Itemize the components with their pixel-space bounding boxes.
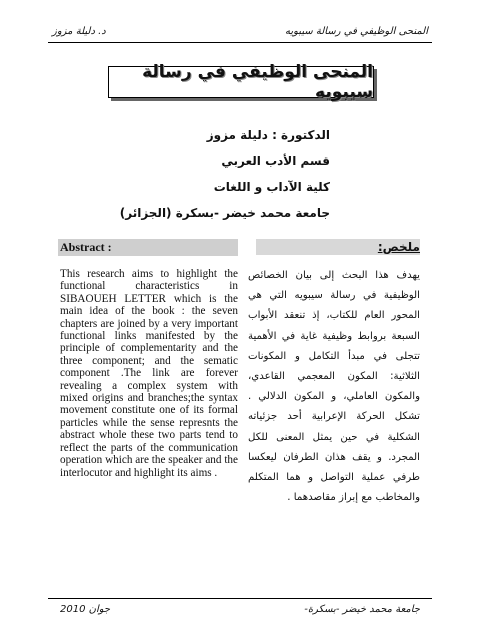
header-author: د. دليلة مزوز [52,26,106,37]
header-divider [48,42,432,43]
author-department: قسم الأدب العربي [221,154,330,168]
header-article-title: المنحى الوظيفي في رسالة سيبويه [285,26,428,37]
page-title: المنحى الوظيفي في رسالة سيبويه [142,62,373,102]
footer-divider [48,598,432,599]
abstract-text: This research aims to highlight the functional characteristics in SIBAOUEH LETTER which is the main idea of the book : the seven chapters are joined by a very important functional links manifested by the principle of complementarity and the three component; and the sematic component .The link are forever revealing a complex system with mixed origins and branches;the syntax movement constitute one of its formal particles while the sense represnts the abstract whole these two parts tend to reflect the parts of the communication operation which are the speaker and the interlocutor and highlight its aims . [60,268,238,479]
author-name: الدكتورة : دليلة مزوز [206,128,330,142]
abstract-heading: Abstract : [60,240,112,254]
footer-university: جامعة محمد خيضر -بسكرة- [304,604,420,615]
footer-date: جوان 2010 [60,604,111,615]
author-block [120,122,330,226]
summary-heading: ملخص: [377,240,420,254]
author-university: جامعة محمد خيضر -بسكرة (الجزائر) [119,206,330,220]
title-box [108,62,374,102]
author-faculty: كلية الآداب و اللغات [213,180,330,194]
summary-text: يهدف هذا البحث إلى بيان الخصائص الوظيفية في رسالة سيبويه التي هي المحور العام للكتاب، إذ تنعقد الأبواب السبعة بروابط وظيفية غاية في الأهمية تتجلى في مبدأ التكامل و المكونات الثلاثية: المكون المعجمي القاعدي، والمكون العاملي، و المكون الدلالي . تشكل الحركة الإعرابية أحد جزئياته الشكلية في حين يمثل المعنى للكل المجرد. و يقف هذان الطرفان ليعكسا طرفي عملية التواصل و هما المتكلم والمخاطب مع إبراز مقاصدهما . [248,270,420,504]
